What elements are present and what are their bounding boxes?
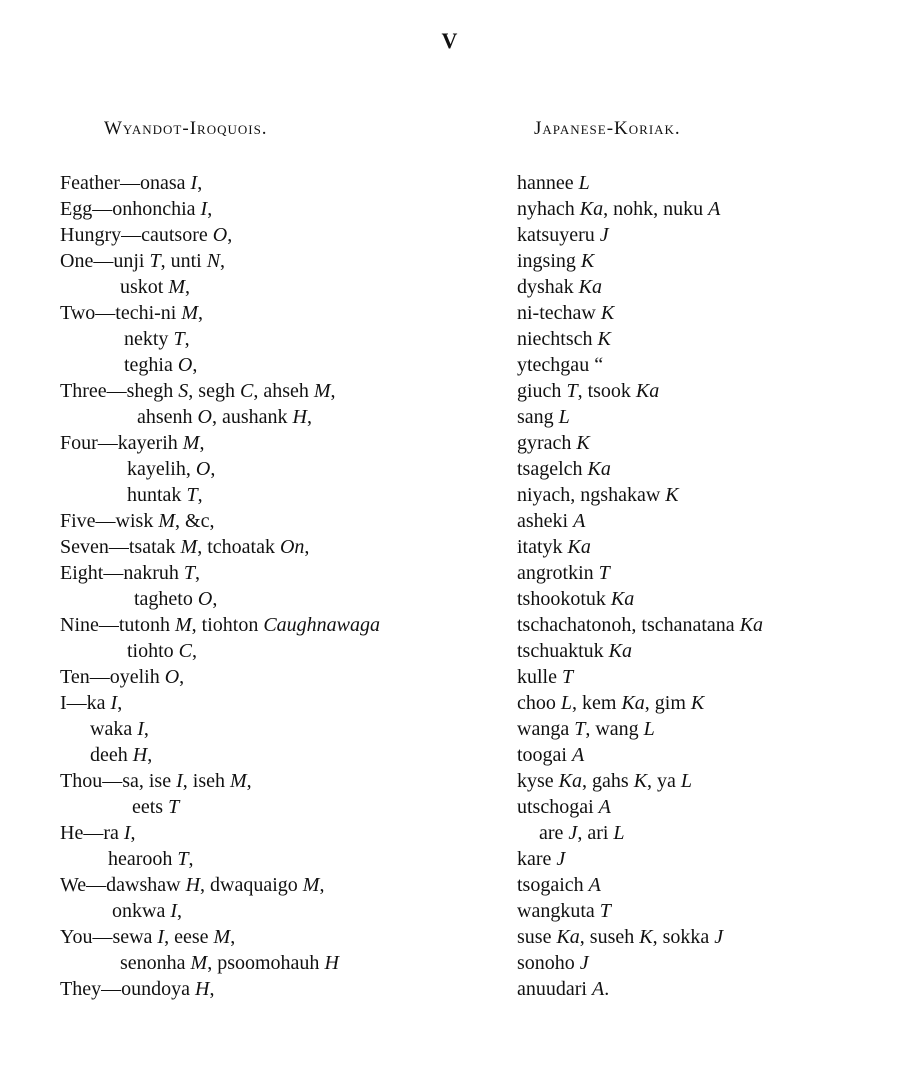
left-column-line: tagheto O, xyxy=(134,588,218,610)
right-column-line: tschuaktuk Ka xyxy=(517,640,632,662)
right-column-line: tsagelch Ka xyxy=(517,458,611,480)
right-column-heading: Japanese-Koriak. xyxy=(534,118,681,139)
left-column-line: Two—techi-ni M, xyxy=(60,302,204,324)
left-column-line: Hungry—cautsore O, xyxy=(60,224,233,246)
left-column-line: Four—kayerih M, xyxy=(60,432,205,454)
left-column-line: tiohto C, xyxy=(127,640,198,662)
right-column-line: anuudari A. xyxy=(517,978,610,1000)
right-column-line: toogai A xyxy=(517,744,585,766)
left-column-line: I—ka I, xyxy=(60,692,123,714)
right-column-line: giuch T, tsook Ka xyxy=(517,380,660,402)
right-column-line: niyach, ngshakaw K xyxy=(517,484,679,506)
left-column-line: Eight—nakruh T, xyxy=(60,562,200,584)
right-column-line: katsuyeru J xyxy=(517,224,609,246)
right-column-line: dyshak Ka xyxy=(517,276,603,298)
right-column-line: nyhach Ka, nohk, nuku A xyxy=(517,198,721,220)
left-column xyxy=(60,170,480,1002)
left-column-line: kayelih, O, xyxy=(127,458,216,480)
right-column-line: gyrach K xyxy=(517,432,590,454)
left-column-line: Five—wisk M, &c, xyxy=(60,510,215,532)
left-column-line: One—unji T, unti N, xyxy=(60,250,226,272)
left-column-line: You—sewa I, eese M, xyxy=(60,926,236,948)
left-column-line: senonha M, psoomohauh H xyxy=(120,952,339,974)
left-column-line: Feather—onasa I, xyxy=(60,172,203,194)
right-column-line: wanga T, wang L xyxy=(517,718,655,740)
left-column-line: waka I, xyxy=(90,718,149,740)
right-column-line: ingsing K xyxy=(517,250,595,272)
left-column-line: ahsenh O, aushank H, xyxy=(137,406,312,428)
page-number: V xyxy=(441,28,459,53)
left-column-line: hearooh T, xyxy=(108,848,194,870)
left-column-line: deeh H, xyxy=(90,744,153,766)
left-column-line: We—dawshaw H, dwaquaigo M, xyxy=(60,874,325,896)
right-column-line: suse Ka, suseh K, sokka J xyxy=(517,926,724,948)
left-column-line: He—ra I, xyxy=(60,822,136,844)
left-column-line: uskot M, xyxy=(120,276,191,298)
right-column-line: sonoho J xyxy=(517,952,589,974)
left-column-line: Seven—tsatak M, tchoatak On, xyxy=(60,536,310,558)
right-column-line: angrotkin T xyxy=(517,562,610,584)
right-column-line: are J, ari L xyxy=(539,822,625,844)
right-column-line: tsogaich A xyxy=(517,874,601,896)
right-column-line: asheki A xyxy=(517,510,586,532)
right-column xyxy=(517,170,897,1002)
right-column-line: tschachatonoh, tschanatana Ka xyxy=(517,614,764,636)
left-column-heading: Wyandot-Iroquois. xyxy=(104,118,268,139)
left-column-line: onkwa I, xyxy=(112,900,182,922)
left-column-line: eets T xyxy=(132,796,180,818)
right-column-line: utschogai A xyxy=(517,796,611,818)
right-column-line: niechtsch K xyxy=(517,328,611,350)
left-column-line: Thou—sa, ise I, iseh M, xyxy=(60,770,252,792)
right-column-line: tshookotuk Ka xyxy=(517,588,635,610)
right-column-line: ni-techaw K xyxy=(517,302,615,324)
left-column-line: Ten—oyelih O, xyxy=(60,666,185,688)
right-column-line: kare J xyxy=(517,848,566,870)
left-column-line: Three—shegh S, segh C, ahseh M, xyxy=(60,380,336,402)
left-column-line: Nine—tutonh M, tiohton Caughnawaga xyxy=(60,614,381,636)
right-column-line: kulle T xyxy=(517,666,574,688)
left-column-line: teghia O, xyxy=(124,354,198,376)
left-column-line: Egg—onhonchia I, xyxy=(60,198,213,220)
left-column-line: huntak T, xyxy=(127,484,203,506)
right-column-line: wangkuta T xyxy=(517,900,611,922)
right-column-line: ytechgau “ xyxy=(517,354,604,376)
right-column-line: sang L xyxy=(517,406,570,428)
right-column-line: choo L, kem Ka, gim K xyxy=(517,692,705,714)
right-column-line: kyse Ka, gahs K, ya L xyxy=(517,770,693,792)
right-column-line: itatyk Ka xyxy=(517,536,591,558)
right-column-line: hannee L xyxy=(517,172,590,194)
left-column-line: nekty T, xyxy=(124,328,190,350)
left-column-line: They—oundoya H, xyxy=(60,978,215,1000)
